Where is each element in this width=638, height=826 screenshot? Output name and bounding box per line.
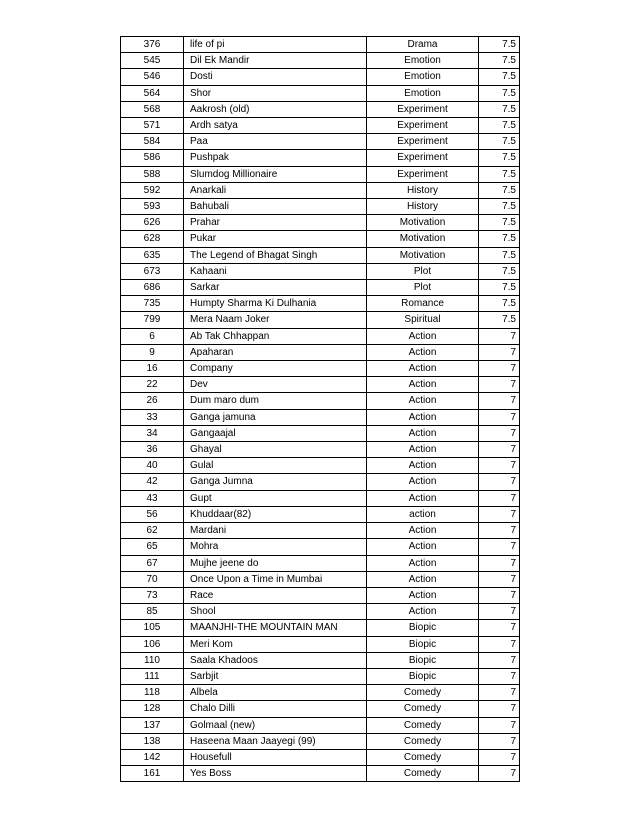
- table-row: [121, 555, 520, 571]
- movie-genre-cell: Emotion: [367, 69, 479, 85]
- movie-title-cell: Mardani: [184, 523, 367, 539]
- movie-title-cell: Ganga Jumna: [184, 474, 367, 490]
- movie-genre-cell: Action: [367, 425, 479, 441]
- movie-rating-cell: 7: [479, 766, 520, 782]
- movie-rating-cell: 7.5: [479, 53, 520, 69]
- movie-rating-cell: 7: [479, 490, 520, 506]
- movie-id-cell: 584: [121, 134, 184, 150]
- movie-title-cell: Bahubali: [184, 199, 367, 215]
- movie-rating-cell: 7: [479, 393, 520, 409]
- movie-rating-cell: 7.5: [479, 263, 520, 279]
- movie-rating-cell: 7.5: [479, 247, 520, 263]
- movie-rating-cell: 7: [479, 458, 520, 474]
- movie-id-cell: 138: [121, 733, 184, 749]
- movie-title-cell: Gupt: [184, 490, 367, 506]
- movie-genre-cell: Plot: [367, 263, 479, 279]
- movie-id-cell: 586: [121, 150, 184, 166]
- table-row: [121, 150, 520, 166]
- movie-rating-cell: 7: [479, 344, 520, 360]
- movie-id-cell: 592: [121, 182, 184, 198]
- movie-genre-cell: History: [367, 182, 479, 198]
- movie-id-cell: 673: [121, 263, 184, 279]
- movie-genre-cell: Motivation: [367, 215, 479, 231]
- table-row: [121, 344, 520, 360]
- movie-genre-cell: Comedy: [367, 749, 479, 765]
- movie-rating-cell: 7: [479, 701, 520, 717]
- table-row: [121, 539, 520, 555]
- movie-id-cell: 62: [121, 523, 184, 539]
- movie-id-cell: 593: [121, 199, 184, 215]
- movie-rating-cell: 7.5: [479, 280, 520, 296]
- table-row: [121, 85, 520, 101]
- movie-rating-cell: 7: [479, 555, 520, 571]
- movie-title-cell: Company: [184, 361, 367, 377]
- movie-id-cell: 142: [121, 749, 184, 765]
- movie-rating-cell: 7.5: [479, 215, 520, 231]
- movie-id-cell: 34: [121, 425, 184, 441]
- movie-title-cell: Dum maro dum: [184, 393, 367, 409]
- movie-id-cell: 42: [121, 474, 184, 490]
- movie-id-cell: 106: [121, 636, 184, 652]
- movie-id-cell: 33: [121, 409, 184, 425]
- table-row: [121, 506, 520, 522]
- table-row: [121, 312, 520, 328]
- movie-genre-cell: Action: [367, 377, 479, 393]
- movie-genre-cell: Drama: [367, 37, 479, 53]
- movie-rating-cell: 7: [479, 523, 520, 539]
- movie-title-cell: Mohra: [184, 539, 367, 555]
- movie-genre-cell: Action: [367, 555, 479, 571]
- table-row: [121, 118, 520, 134]
- table-row: [121, 377, 520, 393]
- movie-genre-cell: Action: [367, 474, 479, 490]
- movie-rating-cell: 7: [479, 377, 520, 393]
- movie-rating-cell: 7: [479, 685, 520, 701]
- movie-genre-cell: Action: [367, 361, 479, 377]
- movie-id-cell: 686: [121, 280, 184, 296]
- movie-genre-cell: Action: [367, 539, 479, 555]
- movie-genre-cell: Biopic: [367, 668, 479, 684]
- movie-genre-cell: Action: [367, 458, 479, 474]
- movie-title-cell: Pukar: [184, 231, 367, 247]
- movie-genre-cell: Comedy: [367, 733, 479, 749]
- movie-title-cell: Dev: [184, 377, 367, 393]
- movie-id-cell: 70: [121, 571, 184, 587]
- table-body: [121, 37, 520, 782]
- movie-genre-cell: Comedy: [367, 717, 479, 733]
- movie-rating-cell: 7.5: [479, 150, 520, 166]
- table-row: [121, 701, 520, 717]
- table-row: [121, 69, 520, 85]
- movie-id-cell: 40: [121, 458, 184, 474]
- movie-rating-cell: 7.5: [479, 199, 520, 215]
- movie-id-cell: 67: [121, 555, 184, 571]
- movie-id-cell: 22: [121, 377, 184, 393]
- movie-genre-cell: Plot: [367, 280, 479, 296]
- movie-genre-cell: History: [367, 199, 479, 215]
- table-row: [121, 166, 520, 182]
- movie-genre-cell: Action: [367, 393, 479, 409]
- movie-title-cell: Housefull: [184, 749, 367, 765]
- movie-title-cell: Once Upon a Time in Mumbai: [184, 571, 367, 587]
- table-row: [121, 425, 520, 441]
- table-row: [121, 215, 520, 231]
- movie-genre-cell: Action: [367, 442, 479, 458]
- table-row: [121, 652, 520, 668]
- table-row: [121, 523, 520, 539]
- movie-title-cell: Yes Boss: [184, 766, 367, 782]
- movie-rating-cell: 7.5: [479, 296, 520, 312]
- movie-rating-cell: 7.5: [479, 69, 520, 85]
- movie-genre-cell: Action: [367, 587, 479, 603]
- movie-id-cell: 73: [121, 587, 184, 603]
- movie-id-cell: 546: [121, 69, 184, 85]
- movie-rating-cell: 7: [479, 539, 520, 555]
- movie-id-cell: 376: [121, 37, 184, 53]
- movie-rating-cell: 7: [479, 587, 520, 603]
- table-row: [121, 474, 520, 490]
- movie-title-cell: Gangaajal: [184, 425, 367, 441]
- movie-rating-cell: 7: [479, 506, 520, 522]
- table-row: [121, 53, 520, 69]
- movie-id-cell: 628: [121, 231, 184, 247]
- movie-rating-cell: 7: [479, 571, 520, 587]
- movie-title-cell: Anarkali: [184, 182, 367, 198]
- table-row: [121, 328, 520, 344]
- movie-title-cell: Albela: [184, 685, 367, 701]
- movie-id-cell: 128: [121, 701, 184, 717]
- movie-id-cell: 799: [121, 312, 184, 328]
- movie-id-cell: 16: [121, 361, 184, 377]
- movie-id-cell: 564: [121, 85, 184, 101]
- movie-title-cell: Ardh satya: [184, 118, 367, 134]
- table-row: [121, 587, 520, 603]
- movie-id-cell: 111: [121, 668, 184, 684]
- movie-genre-cell: Comedy: [367, 766, 479, 782]
- movie-id-cell: 110: [121, 652, 184, 668]
- movie-id-cell: 85: [121, 604, 184, 620]
- table-row: [121, 182, 520, 198]
- table-row: [121, 490, 520, 506]
- movie-title-cell: life of pi: [184, 37, 367, 53]
- movie-genre-cell: Experiment: [367, 101, 479, 117]
- movie-genre-cell: Biopic: [367, 636, 479, 652]
- movie-title-cell: Slumdog Millionaire: [184, 166, 367, 182]
- movie-id-cell: 36: [121, 442, 184, 458]
- movie-rating-cell: 7: [479, 474, 520, 490]
- table-row: [121, 571, 520, 587]
- movie-genre-cell: Romance: [367, 296, 479, 312]
- movie-genre-cell: Comedy: [367, 701, 479, 717]
- movie-title-cell: The Legend of Bhagat Singh: [184, 247, 367, 263]
- movie-rating-cell: 7: [479, 361, 520, 377]
- movie-rating-cell: 7.5: [479, 101, 520, 117]
- movie-genre-cell: action: [367, 506, 479, 522]
- movie-id-cell: 161: [121, 766, 184, 782]
- movie-genre-cell: Action: [367, 604, 479, 620]
- table-row: [121, 37, 520, 53]
- movie-id-cell: 43: [121, 490, 184, 506]
- movie-genre-cell: Motivation: [367, 247, 479, 263]
- movie-rating-cell: 7.5: [479, 312, 520, 328]
- movie-title-cell: Mujhe jeene do: [184, 555, 367, 571]
- movie-title-cell: Dosti: [184, 69, 367, 85]
- movie-rating-cell: 7: [479, 749, 520, 765]
- table-row: [121, 231, 520, 247]
- table-row: [121, 101, 520, 117]
- table-row: [121, 458, 520, 474]
- movie-rating-cell: 7: [479, 425, 520, 441]
- movie-rating-cell: 7: [479, 620, 520, 636]
- table-row: [121, 749, 520, 765]
- movie-title-cell: Race: [184, 587, 367, 603]
- movie-genre-cell: Comedy: [367, 685, 479, 701]
- movie-rating-cell: 7.5: [479, 134, 520, 150]
- table-row: [121, 199, 520, 215]
- movie-genre-cell: Experiment: [367, 134, 479, 150]
- movie-genre-cell: Experiment: [367, 150, 479, 166]
- movie-title-cell: Dil Ek Mandir: [184, 53, 367, 69]
- movie-title-cell: Mera Naam Joker: [184, 312, 367, 328]
- movie-title-cell: Khuddaar(82): [184, 506, 367, 522]
- movie-id-cell: 571: [121, 118, 184, 134]
- movie-rating-cell: 7: [479, 652, 520, 668]
- movie-rating-cell: 7.5: [479, 231, 520, 247]
- movie-genre-cell: Spiritual: [367, 312, 479, 328]
- movie-title-cell: MAANJHI-THE MOUNTAIN MAN: [184, 620, 367, 636]
- table-row: [121, 733, 520, 749]
- movie-rating-cell: 7: [479, 328, 520, 344]
- table-row: [121, 717, 520, 733]
- movie-id-cell: 735: [121, 296, 184, 312]
- movie-title-cell: Ghayal: [184, 442, 367, 458]
- movie-title-cell: Gulal: [184, 458, 367, 474]
- movie-id-cell: 568: [121, 101, 184, 117]
- movie-id-cell: 105: [121, 620, 184, 636]
- movie-rating-cell: 7: [479, 442, 520, 458]
- movie-title-cell: Ganga jamuna: [184, 409, 367, 425]
- movie-id-cell: 65: [121, 539, 184, 555]
- movie-rating-cell: 7.5: [479, 37, 520, 53]
- movie-id-cell: 56: [121, 506, 184, 522]
- table-row: [121, 636, 520, 652]
- movie-title-cell: Pushpak: [184, 150, 367, 166]
- movie-genre-cell: Experiment: [367, 166, 479, 182]
- table-row: [121, 296, 520, 312]
- table-row: [121, 685, 520, 701]
- movie-rating-cell: 7: [479, 636, 520, 652]
- table-row: [121, 409, 520, 425]
- table-row: [121, 442, 520, 458]
- movie-title-cell: Apaharan: [184, 344, 367, 360]
- movie-id-cell: 118: [121, 685, 184, 701]
- movie-rating-cell: 7.5: [479, 166, 520, 182]
- movie-title-cell: Humpty Sharma Ki Dulhania: [184, 296, 367, 312]
- table-row: [121, 263, 520, 279]
- movie-genre-cell: Action: [367, 344, 479, 360]
- movie-genre-cell: Motivation: [367, 231, 479, 247]
- movie-rating-cell: 7.5: [479, 118, 520, 134]
- movie-id-cell: 6: [121, 328, 184, 344]
- movie-id-cell: 9: [121, 344, 184, 360]
- movie-genre-cell: Action: [367, 571, 479, 587]
- movie-title-cell: Prahar: [184, 215, 367, 231]
- movie-genre-cell: Biopic: [367, 620, 479, 636]
- movie-title-cell: Chalo Dilli: [184, 701, 367, 717]
- table-row: [121, 134, 520, 150]
- movie-genre-cell: Action: [367, 490, 479, 506]
- movie-genre-cell: Experiment: [367, 118, 479, 134]
- movie-title-cell: Paa: [184, 134, 367, 150]
- movie-rating-cell: 7: [479, 717, 520, 733]
- movie-genre-cell: Action: [367, 328, 479, 344]
- table-row: [121, 604, 520, 620]
- movie-genre-cell: Action: [367, 409, 479, 425]
- movie-ratings-table: [120, 36, 520, 782]
- movie-genre-cell: Emotion: [367, 53, 479, 69]
- table-row: [121, 668, 520, 684]
- movie-id-cell: 635: [121, 247, 184, 263]
- movie-rating-cell: 7: [479, 409, 520, 425]
- movie-title-cell: Saala Khadoos: [184, 652, 367, 668]
- movie-id-cell: 545: [121, 53, 184, 69]
- movie-id-cell: 626: [121, 215, 184, 231]
- movie-genre-cell: Biopic: [367, 652, 479, 668]
- movie-title-cell: Meri Kom: [184, 636, 367, 652]
- movie-title-cell: Sarkar: [184, 280, 367, 296]
- movie-id-cell: 26: [121, 393, 184, 409]
- movie-rating-cell: 7: [479, 733, 520, 749]
- movie-title-cell: Shool: [184, 604, 367, 620]
- movie-id-cell: 137: [121, 717, 184, 733]
- table-row: [121, 620, 520, 636]
- table-row: [121, 766, 520, 782]
- movie-genre-cell: Action: [367, 523, 479, 539]
- movie-rating-cell: 7.5: [479, 182, 520, 198]
- movie-rating-cell: 7: [479, 604, 520, 620]
- table-row: [121, 247, 520, 263]
- movie-title-cell: Golmaal (new): [184, 717, 367, 733]
- movie-title-cell: Sarbjit: [184, 668, 367, 684]
- movie-title-cell: Kahaani: [184, 263, 367, 279]
- movie-title-cell: Aakrosh (old): [184, 101, 367, 117]
- movie-rating-cell: 7.5: [479, 85, 520, 101]
- movie-genre-cell: Emotion: [367, 85, 479, 101]
- movie-rating-cell: 7: [479, 668, 520, 684]
- table-row: [121, 393, 520, 409]
- movie-title-cell: Ab Tak Chhappan: [184, 328, 367, 344]
- movie-id-cell: 588: [121, 166, 184, 182]
- table-row: [121, 280, 520, 296]
- movie-title-cell: Haseena Maan Jaayegi (99): [184, 733, 367, 749]
- movie-title-cell: Shor: [184, 85, 367, 101]
- table-row: [121, 361, 520, 377]
